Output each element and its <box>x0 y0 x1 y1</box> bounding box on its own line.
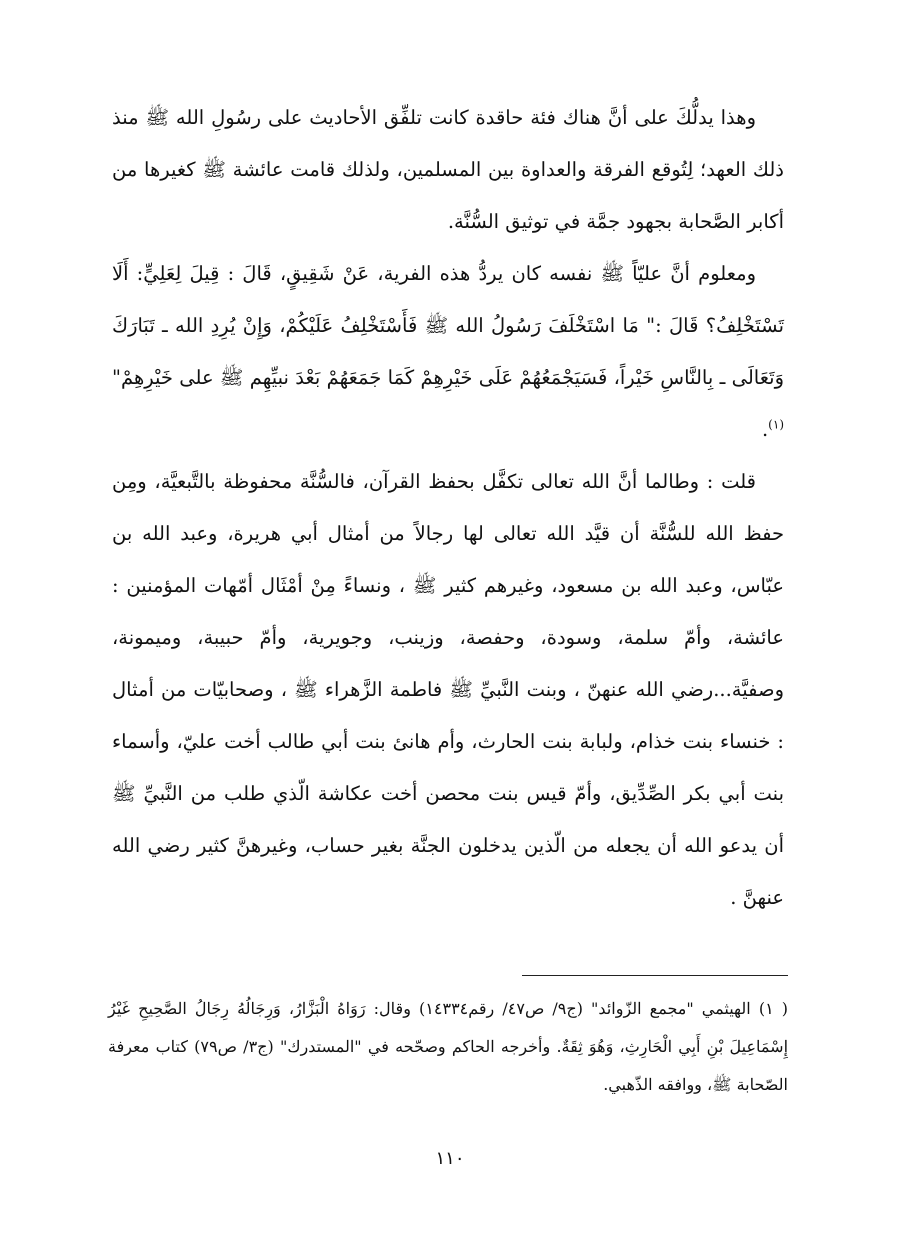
paragraph-ali-hadith <box>112 248 784 456</box>
main-text <box>112 92 784 924</box>
footnote-divider <box>522 975 788 976</box>
footnote-text: ( ١) الهيثمي "مجمع الزّوائد" (ج٩/ ص٤٧/ رقم١٤٣٣٤) وقال: رَوَاهُ الْبَزَّارُ، وَرِجَالُهُ رِجَالُ الصَّحِيحِ غَيْرُ إِسْمَاعِيلَ بْنِ أَبِي الْحَارِثِ، وَهُوَ ثِقَةٌ. وأخرجه الحاكم وصحّحه في "المستدرك" (ج٣/ ص٧٩) كتاب معرفة الصّحابة ﷺ، ووافقه الذّهبي. <box>108 999 789 1094</box>
paragraph-ali-hadith-tail: . <box>761 418 769 441</box>
paragraph-ali-hadith-text: ومعلوم أنَّ عليّاً ﷺ نفسه كان يردُّ هذه الفرية، عَنْ شَقِيقٍ، قَالَ : قِيلَ لِعَلِيٍّ: أَلَا تَسْتَخْلِفُ؟ قَالَ :" مَا اسْتَخْلَفَ رَسُولُ الله ﷺ فَأَسْتَخْلِفُ عَلَيْكُمْ، وَإِنْ يُرِدِ الله ـ تَبَارَكَ وَتَعَالَى ـ بِالنَّاسِ خَيْراً، فَسَيَجْمَعُهُمْ عَلَى خَيْرِهِمْ كَمَا جَمَعَهُمْ بَعْدَ نبيِّهِم ﷺ على خَيْرِهِمْ" <box>112 262 784 389</box>
footnote-reference[interactable]: (١) <box>768 417 784 432</box>
paragraph-sunnah-preservation: قلت : وطالما أنَّ الله تعالى تكفَّل بحفظ القرآن، فالسُّنَّة محفوظة بالتَّبعيَّة، ومِن حفظ الله للسُّنَّة أن قيَّد الله تعالى لها رجالاً من أمثال أبي هريرة، وعبد الله بن عبّاس، وعبد الله بن مسعود، وغيرهم كثير ﷺ ، ونساءً مِنْ أمْثَال أمّهات المؤمنين : عائشة، وأمّ سلمة، وسودة، وحفصة، وزينب، وجويرية، وأمّ حبيبة، وميمونة، وصفيَّة...رضي الله عنهنّ ، وبنت النَّبيِّ ﷺ فاطمة الزَّهراء ﷺ ، وصحابيّات من أمثال : خنساء بنت خذام، ولبابة بنت الحارث، وأم هانئ بنت أبي طالب أخت عليّ، وأسماء بنت أبي بكر الصِّدِّيق، وأمّ قيس بنت محصن أخت عكاشة الّذي طلب من النَّبيِّ ﷺ أن يدعو الله أن يجعله من الّذين يدخلون الجنَّة بغير حساب، وغيرهنَّ كثير رضي الله عنهنَّ . <box>112 470 784 909</box>
paragraph-aisha-sunnah: وهذا يدلُّكَ على أنَّ هناك فئة حاقدة كانت تلفِّق الأحاديث على رسُولِ الله ﷺ منذ ذلك العهد؛ لِتُوقع الفرقة والعداوة بين المسلمين، ولذلك قامت عائشة ﷺ كغيرها من أكابر الصَّحابة بجهود جمَّة في توثيق السُّنَّة. <box>112 106 784 233</box>
page-number: ١١٠ <box>435 1148 465 1169</box>
